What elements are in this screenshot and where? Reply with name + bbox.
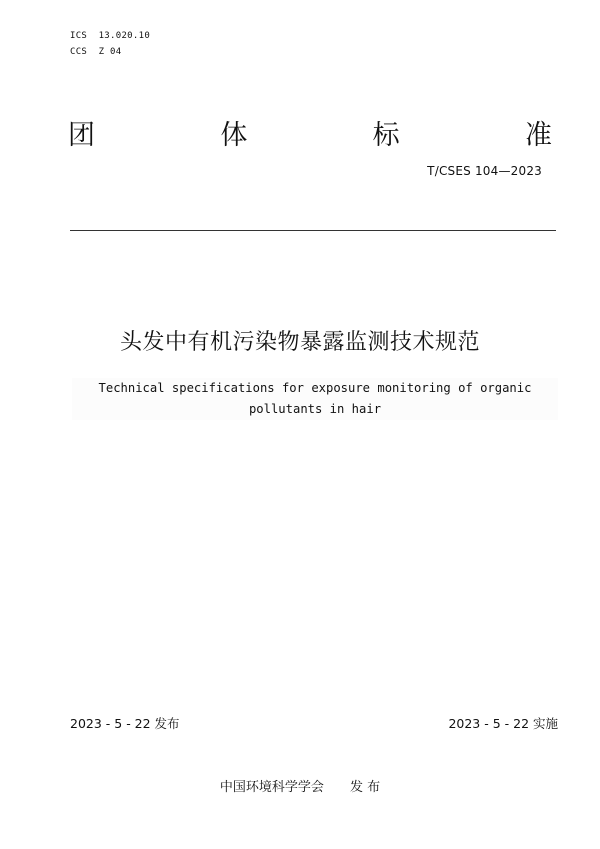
standard-type-char: 准 [524, 119, 552, 151]
ccs-code: CCS Z 04 [70, 47, 122, 57]
effective-date: 2023 - 5 - 22 实施 [448, 716, 558, 731]
issue-date: 2023 - 5 - 22 发布 [70, 716, 180, 731]
standard-code: T/CSES 104—2023 [427, 164, 542, 178]
english-title-line: pollutants in hair [248, 402, 382, 416]
classification-codes [70, 28, 150, 60]
standard-type-char: 标 [372, 119, 400, 151]
document-title-chinese: 头发中有机污染物暴露监测技术规范 [119, 330, 480, 355]
standard-type-char: 体 [220, 119, 248, 151]
publisher-name: 中国环境科学学会 [219, 780, 324, 795]
publisher-line [0, 776, 600, 795]
ics-code: ICS 13.020.10 [70, 31, 151, 41]
document-title-english [72, 378, 558, 420]
header-divider [70, 230, 556, 231]
standard-type-char: 团 [68, 119, 95, 151]
publisher-action: 发 布 [349, 780, 381, 795]
standard-type-heading [68, 112, 552, 152]
english-title-line: Technical specifications for exposure monitoring of organic [98, 381, 532, 395]
